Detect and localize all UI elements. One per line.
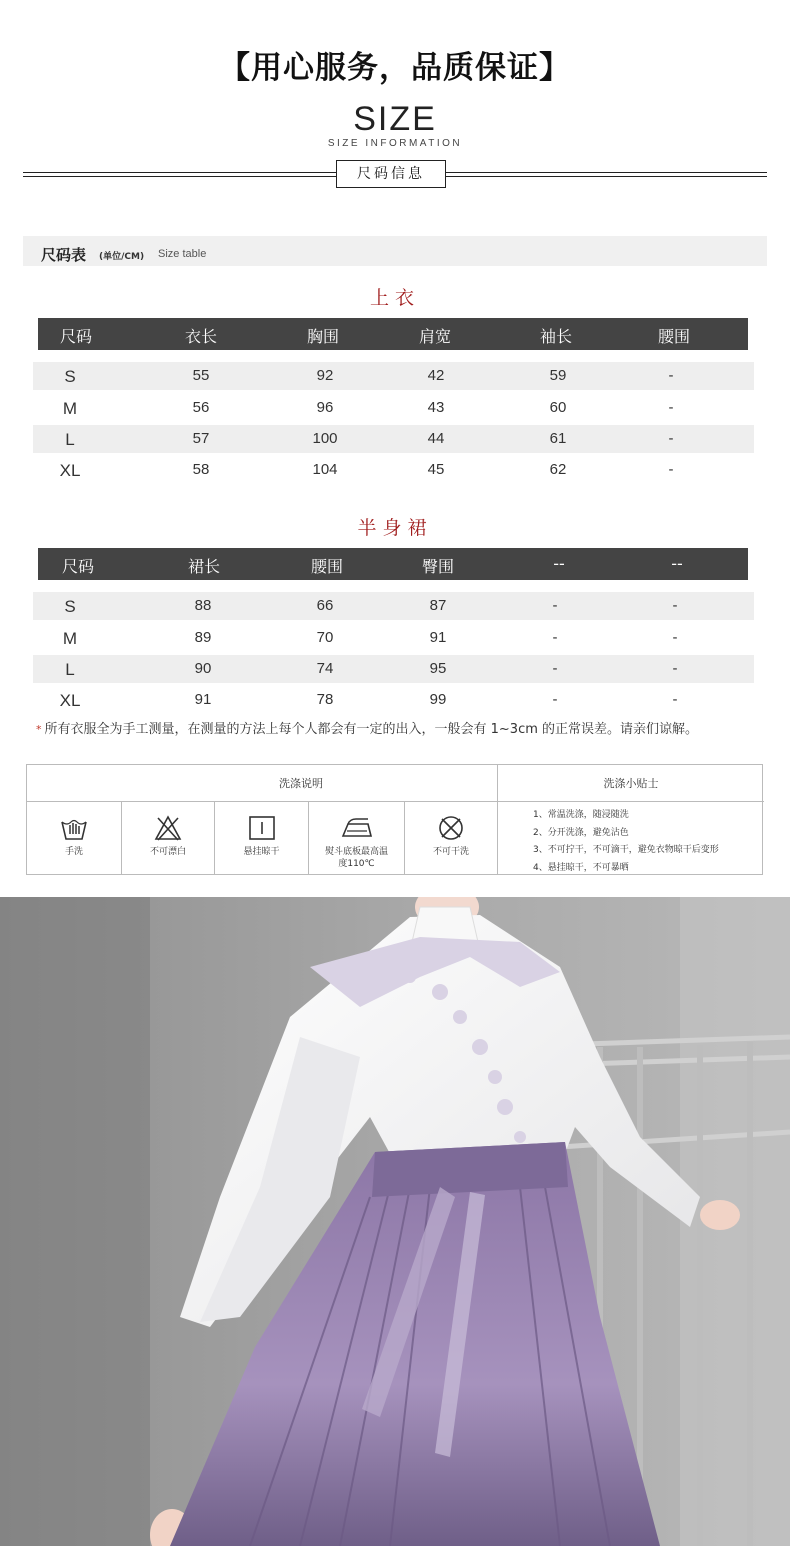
- table-cell: -: [668, 461, 674, 478]
- table-cell: 58: [192, 461, 210, 478]
- table-cell: -: [668, 399, 674, 416]
- care-instructions-title: 洗涤说明: [279, 777, 323, 790]
- table-cell: S: [64, 367, 76, 386]
- table-cell: 74: [316, 660, 334, 677]
- size-heading: SIZE: [353, 100, 437, 138]
- table-cell: -: [672, 597, 678, 614]
- col-header: 衣长: [184, 327, 218, 346]
- care-item: [405, 801, 497, 876]
- table-cell: 90: [194, 660, 212, 677]
- size-subheading: SIZE INFORMATION: [327, 138, 463, 149]
- product-photo: [0, 897, 790, 1546]
- table-cell: L: [65, 430, 75, 449]
- col-header: 胸围: [306, 327, 340, 346]
- care-label: 熨斗底板最高温度110℃: [324, 847, 388, 869]
- col-header: 腰围: [657, 327, 691, 346]
- iron-icon: [340, 814, 374, 842]
- care-label: 手洗: [64, 847, 83, 857]
- size-table-header: [23, 236, 767, 266]
- note-text: 所有衣服全为手工测量，在测量的方法上每个人都会有一定的出入，一般会有 1~3cm 的正常误差。请亲们谅解。: [44, 722, 699, 737]
- top-table-title: 上衣: [369, 287, 420, 309]
- col-header: 袖长: [539, 327, 573, 346]
- care-item: [122, 801, 214, 876]
- col-header: 腰围: [310, 557, 344, 576]
- measurement-note: [36, 718, 698, 737]
- table-cell: -: [668, 367, 674, 384]
- table-cell: 60: [549, 399, 567, 416]
- table-cell: -: [552, 691, 558, 708]
- table-cell: 59: [549, 367, 567, 384]
- care-item: [27, 801, 121, 876]
- table-cell: 56: [192, 399, 210, 416]
- skirt-table-head: [38, 548, 748, 580]
- table-cell: M: [62, 629, 78, 648]
- table-cell: 66: [316, 597, 334, 614]
- table-cell: 44: [427, 430, 445, 447]
- table-cell: 100: [312, 430, 338, 447]
- col-header: 裙长: [187, 557, 221, 576]
- table-cell: L: [65, 660, 75, 679]
- table-row: [33, 655, 754, 683]
- table-cell: 99: [429, 691, 447, 708]
- table-cell: 88: [194, 597, 212, 614]
- table-cell: 61: [549, 430, 567, 447]
- col-header: 尺码: [59, 327, 93, 346]
- table-cell: 95: [429, 660, 447, 677]
- care-tip: 4、悬挂晾干，不可暴晒: [533, 862, 629, 873]
- table-cell: -: [552, 660, 558, 677]
- size-table-title: 尺码表: [41, 246, 87, 264]
- table-cell: -: [672, 660, 678, 677]
- skirt-table-title: 半身裙: [357, 517, 433, 539]
- hand-wash-icon: [59, 814, 89, 842]
- col-header: 尺码: [61, 557, 95, 576]
- table-cell: XL: [59, 691, 81, 710]
- hang-dry-icon: [247, 814, 277, 842]
- table-cell: 91: [429, 629, 447, 646]
- table-cell: 70: [316, 629, 334, 646]
- table-cell: 96: [316, 399, 334, 416]
- care-label: 不可漂白: [149, 847, 186, 857]
- table-cell: -: [672, 629, 678, 646]
- table-cell: 55: [192, 367, 210, 384]
- table-row: [33, 394, 754, 422]
- table-row: [33, 624, 754, 652]
- care-tip: 3、不可拧干，不可滴干，避免衣物晾干后变形: [533, 845, 719, 855]
- note-star: *: [36, 723, 42, 736]
- care-tips-list: [533, 807, 719, 877]
- banner-slogan: 【用心服务，品质保证】: [219, 50, 571, 86]
- table-cell: -: [672, 691, 678, 708]
- size-table-en: Size table: [158, 248, 207, 260]
- table-row: [33, 425, 754, 453]
- table-cell: 62: [549, 461, 567, 478]
- table-cell: 43: [427, 399, 445, 416]
- care-item: [309, 801, 404, 876]
- care-tip: 2、分开洗涤，避免沾色: [533, 827, 629, 838]
- table-cell: -: [668, 430, 674, 447]
- table-cell: S: [64, 597, 76, 616]
- table-cell: 104: [312, 461, 338, 478]
- care-tip: 1、常温洗涤，随浸随洗: [533, 810, 629, 820]
- table-cell: -: [552, 597, 558, 614]
- table-cell: -: [552, 629, 558, 646]
- care-tips-title: 洗涤小贴士: [603, 777, 659, 790]
- section-label: 尺码信息: [336, 160, 446, 188]
- table-row: [33, 362, 754, 390]
- col-header: --: [553, 554, 565, 573]
- care-item: [215, 801, 308, 876]
- col-header: --: [671, 554, 683, 573]
- top-table-head: [38, 318, 748, 350]
- size-table-unit: (单位/CM): [99, 252, 145, 262]
- table-cell: 92: [316, 367, 334, 384]
- model-wearing-outfit-image: [0, 897, 790, 1546]
- table-cell: M: [62, 399, 78, 418]
- care-label: 不可干洗: [432, 847, 469, 857]
- table-cell: XL: [59, 461, 81, 480]
- table-row: [33, 456, 754, 484]
- care-label: 悬挂晾干: [243, 847, 280, 857]
- table-cell: 45: [427, 461, 445, 478]
- table-cell: 89: [194, 629, 212, 646]
- table-cell: 57: [192, 430, 210, 447]
- table-row: [33, 592, 754, 620]
- col-header: 臀围: [421, 557, 455, 576]
- table-cell: 87: [429, 597, 447, 614]
- care-instructions-box: [26, 764, 763, 875]
- table-cell: 91: [194, 691, 212, 708]
- table-cell: 78: [316, 691, 334, 708]
- table-cell: 42: [427, 367, 445, 384]
- no-dry-clean-icon: [436, 814, 466, 842]
- table-row: [33, 686, 754, 714]
- col-header: 肩宽: [418, 327, 452, 346]
- no-bleach-icon: [153, 814, 183, 842]
